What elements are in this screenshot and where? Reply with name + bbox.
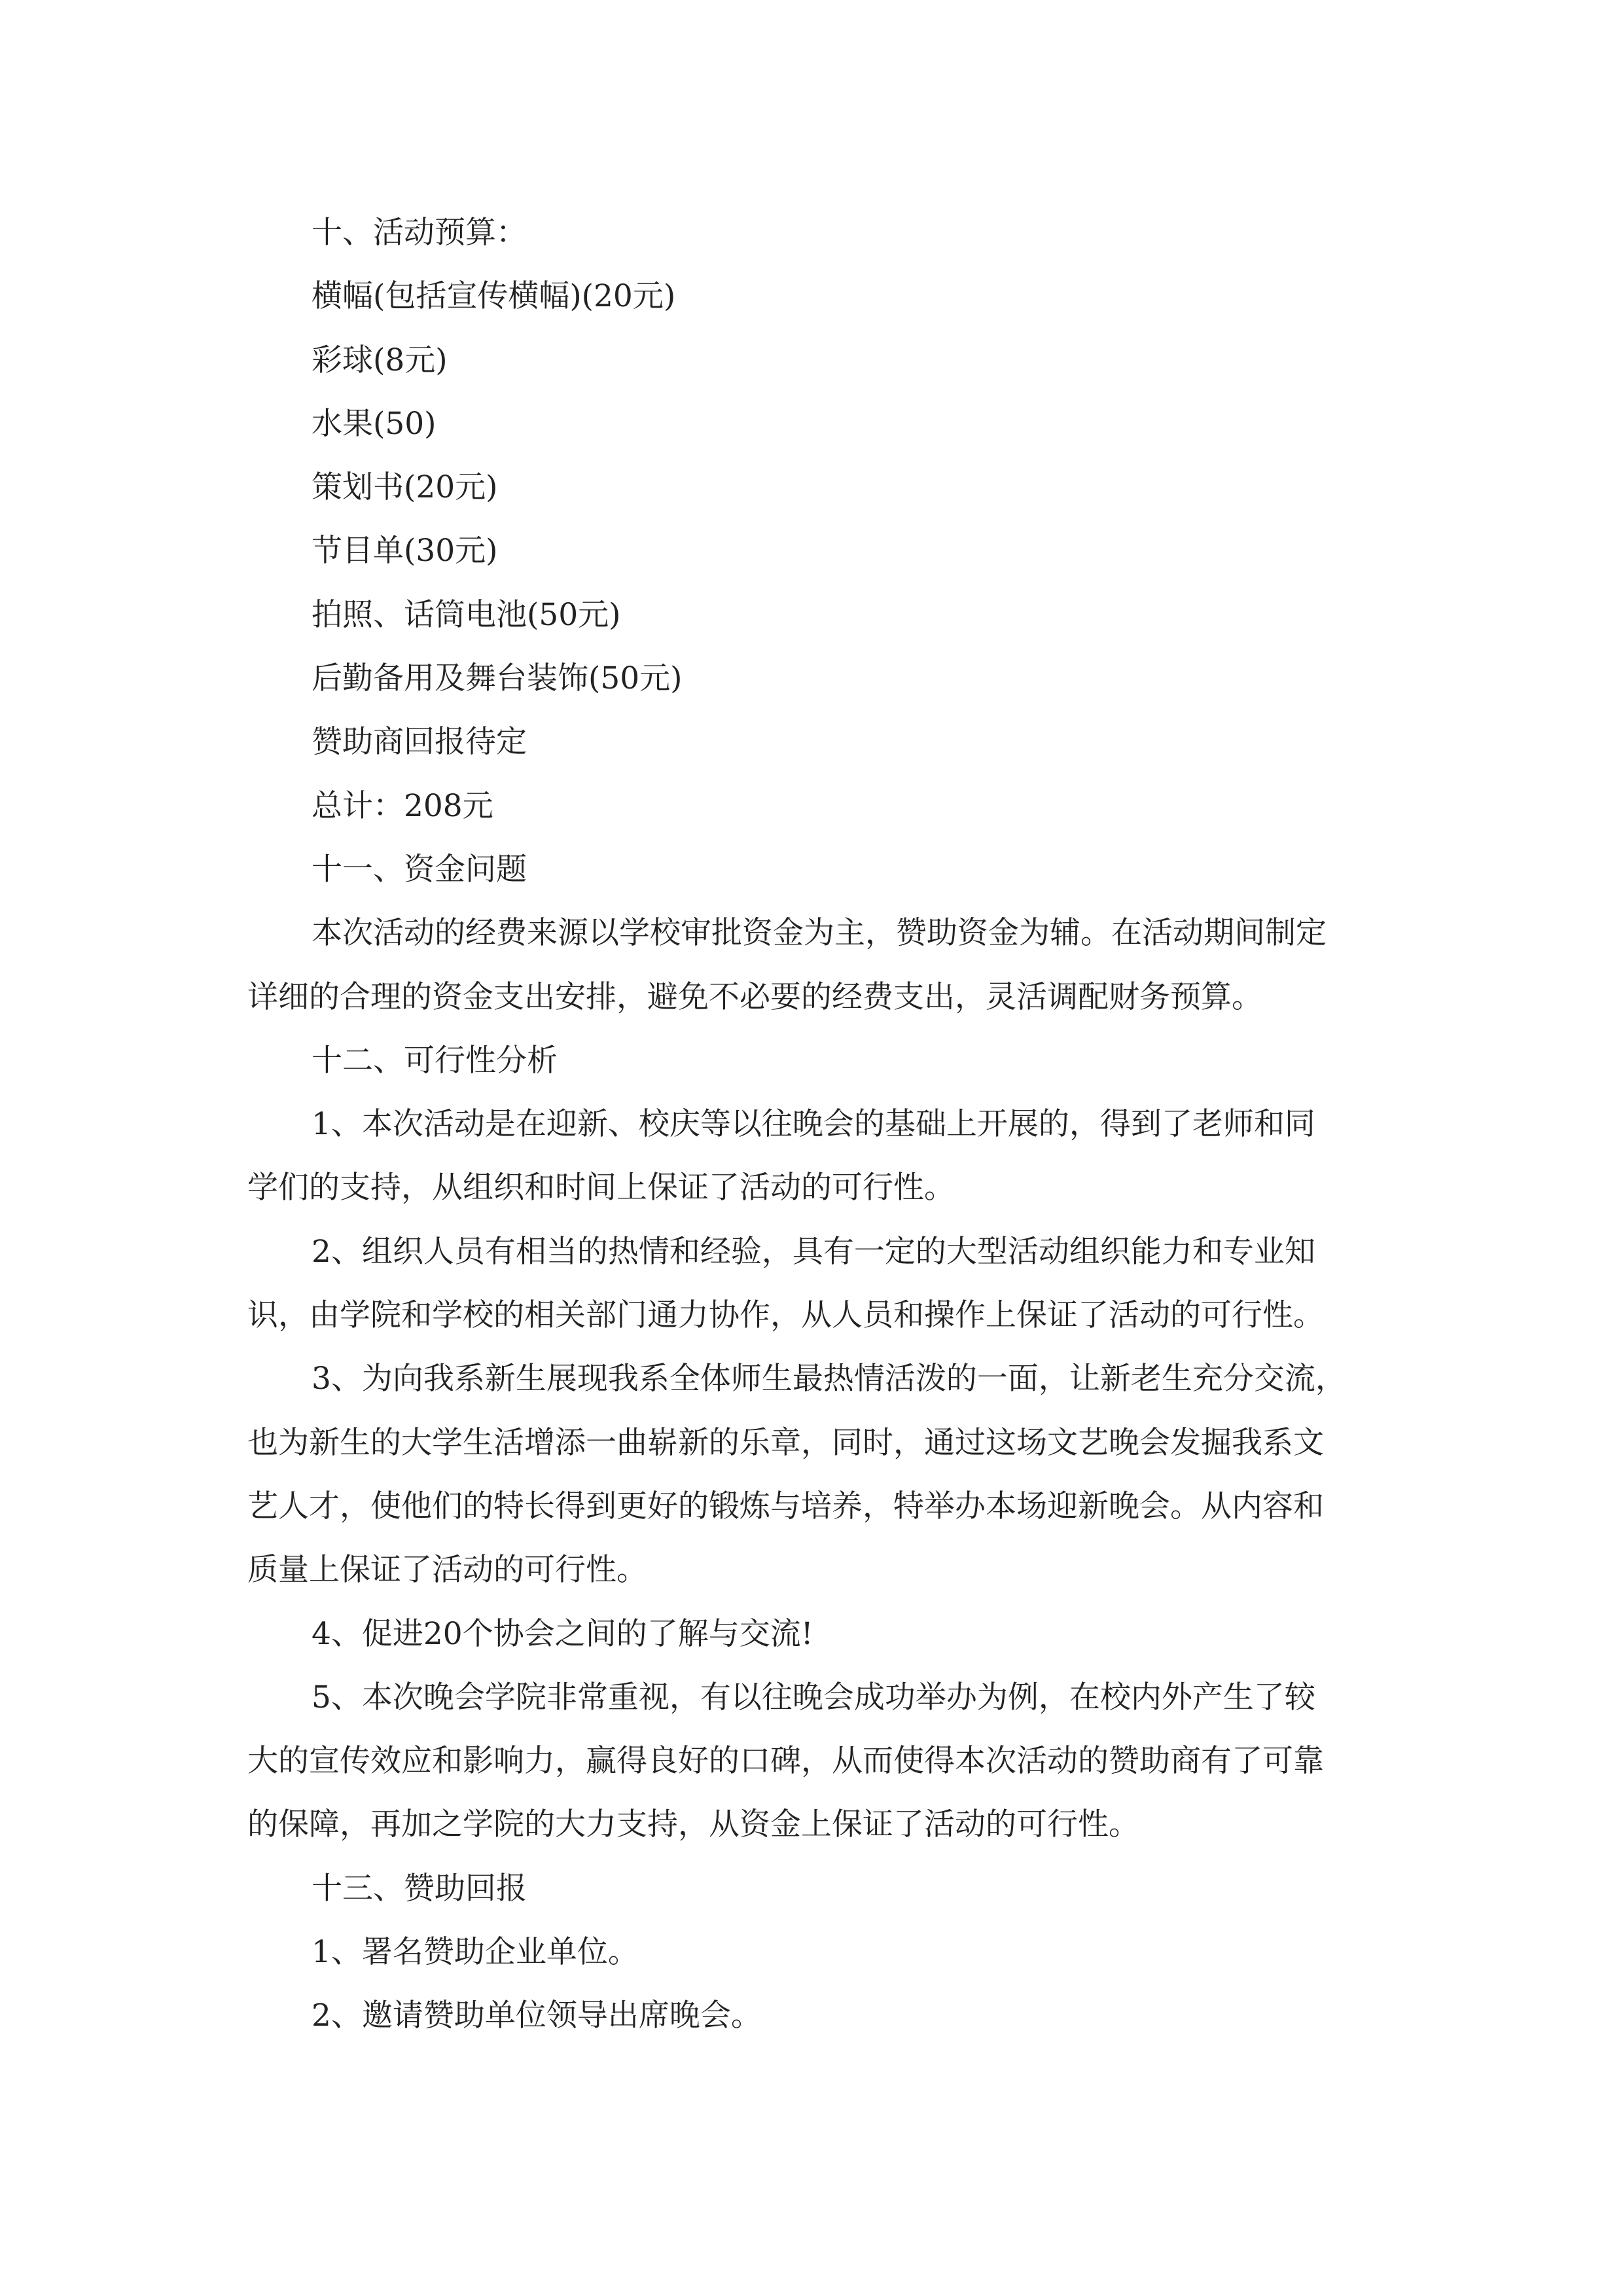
text-line: 的保障，再加之学院的大力支持，从资金上保证了活动的可行性。 (247, 1806, 1139, 1843)
text-line: 水果(50) (312, 405, 437, 442)
text-line: 3、为向我系新生展现我系全体师生最热情活泼的一面，让新老生充分交流， (312, 1361, 1346, 1397)
text-line: 艺人才，使他们的特长得到更好的锻炼与培养，特举办本场迎新晚会。从内容和 (247, 1488, 1324, 1524)
text-line: 拍照、话筒电池(50元) (312, 596, 621, 633)
text-line: 十二、可行性分析 (312, 1042, 558, 1079)
text-line: 2、邀请赞助单位领导出席晚会。 (312, 1998, 762, 2034)
text-line: 也为新生的大学生活增添一曲崭新的乐章，同时，通过这场文艺晚会发掘我系文 (247, 1424, 1324, 1461)
text-line: 彩球(8元) (312, 342, 448, 378)
text-line: 4、促进20个协会之间的了解与交流! (312, 1615, 813, 1652)
text-line: 后勤备用及舞台装饰(50元) (312, 660, 683, 697)
text-line: 大的宣传效应和影响力，赢得良好的口碑，从而使得本次活动的赞助商有了可靠 (247, 1743, 1324, 1780)
text-line: 节目单(30元) (312, 533, 498, 569)
text-line: 质量上保证了活动的可行性。 (247, 1552, 647, 1588)
document-body (247, 201, 1389, 2048)
text-line: 十三、赞助回报 (312, 1870, 527, 1907)
text-line: 5、本次晚会学院非常重视，有以往晚会成功举办为例，在校内外产生了较 (312, 1679, 1315, 1715)
text-line: 赞助商回报待定 (312, 724, 527, 761)
text-line: 1、署名赞助企业单位。 (312, 1934, 639, 1971)
text-line: 总计：208元 (312, 787, 493, 824)
text-line: 详细的合理的资金支出安排，避免不必要的经费支出，灵活调配财务预算。 (247, 978, 1262, 1015)
text-line: 识，由学院和学校的相关部门通力协作，从人员和操作上保证了活动的可行性。 (247, 1297, 1324, 1334)
text-line: 十、活动预算： (312, 215, 527, 251)
text-line: 策划书(20元) (312, 469, 498, 506)
text-line: 本次活动的经费来源以学校审批资金为主，赞助资金为辅。在活动期间制定 (312, 915, 1327, 952)
text-line: 横幅(包括宣传横幅)(20元) (312, 278, 676, 315)
text-line: 1、本次活动是在迎新、校庆等以往晚会的基础上开展的，得到了老师和同 (312, 1106, 1315, 1143)
text-line: 学们的支持，从组织和时间上保证了活动的可行性。 (247, 1170, 955, 1206)
text-line: 十一、资金问题 (312, 851, 527, 888)
text-line: 2、组织人员有相当的热情和经验，具有一定的大型活动组织能力和专业知 (312, 1233, 1315, 1270)
